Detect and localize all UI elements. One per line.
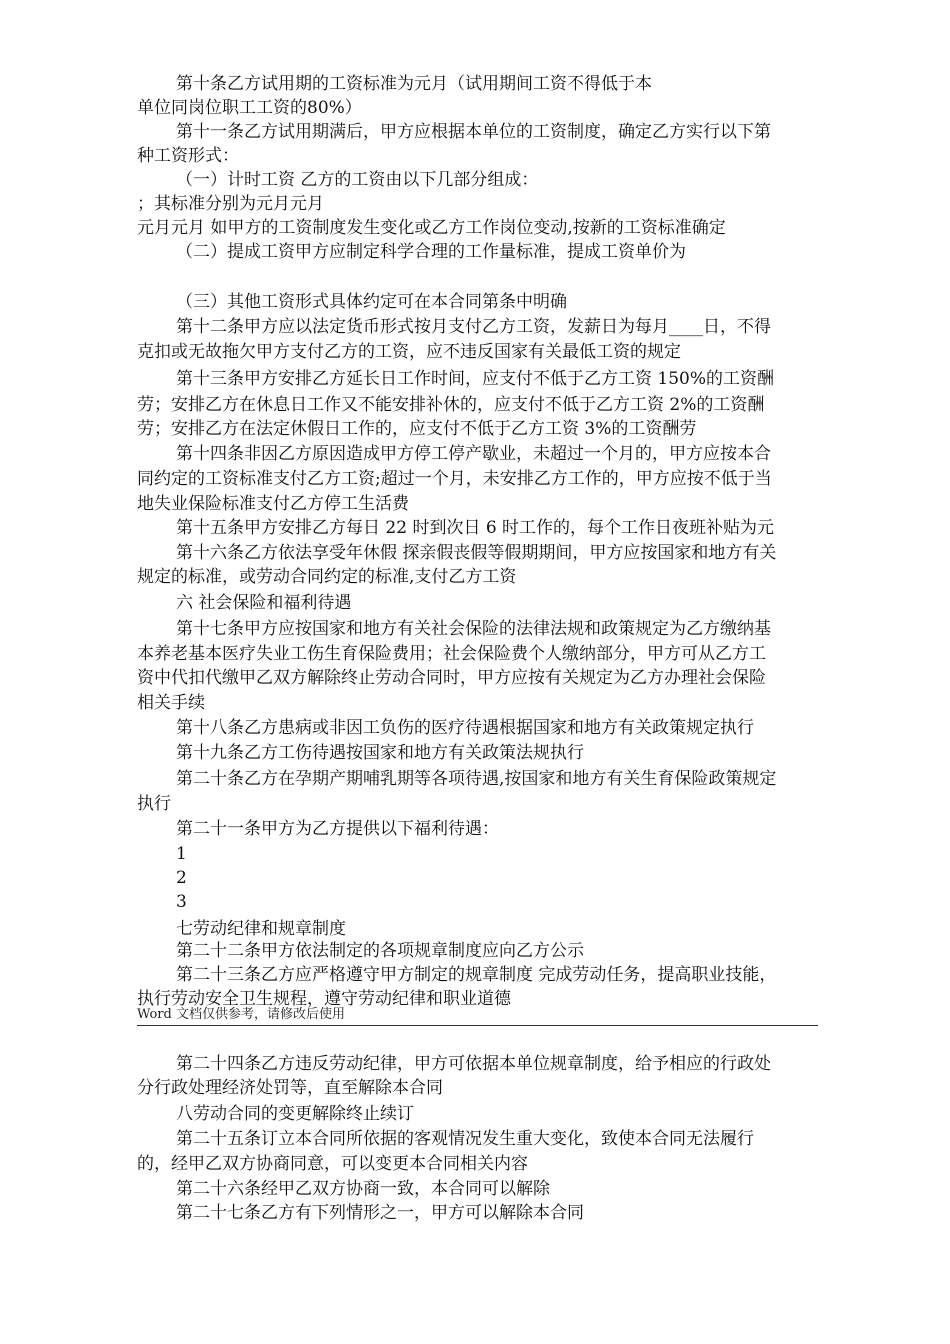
paragraph-line: 劳；安排乙方在休息日工作又不能安排补休的，应支付不低于乙方工资 2%的工资酬 bbox=[137, 395, 765, 415]
paragraph-line: 第十五条甲方安排乙方每日 22 时到次日 6 时工作的，每个工作日夜班补贴为元 bbox=[176, 518, 775, 538]
paragraph-line: 第二十条乙方在孕期产期哺乳期等各项待遇,按国家和地方有关生育保险政策规定 bbox=[176, 769, 777, 789]
paragraph-line: 第十六条乙方依法享受年休假 探亲假丧假等假期期间，甲方应按国家和地方有关 bbox=[176, 543, 777, 563]
paragraph-line: （三）其他工资形式具体约定可在本合同第条中明确 bbox=[176, 292, 567, 312]
paragraph-line: 第十七条甲方应按国家和地方有关社会保险的法律法规和政策规定为乙方缴纳基 bbox=[176, 619, 771, 639]
section-heading: 六 社会保险和福利待遇 bbox=[176, 593, 352, 613]
paragraph-line: 执行 bbox=[137, 794, 171, 814]
paragraph-line: 第十四条非因乙方原因造成甲方停工停产歇业，未超过一个月的，甲方应按本合 bbox=[176, 444, 771, 464]
paragraph-line: 资中代扣代缴甲乙双方解除终止劳动合同时，甲方应按有关规定为乙方办理社会保险 bbox=[137, 668, 766, 688]
paragraph-line: 第二十二条甲方依法制定的各项规章制度应向乙方公示 bbox=[176, 941, 584, 961]
paragraph-line: 第十一条乙方试用期满后，甲方应根据本单位的工资制度，确定乙方实行以下第 bbox=[176, 122, 771, 142]
paragraph-line: 克扣或无故拖欠甲方支付乙方的工资，应不违反国家有关最低工资的规定 bbox=[137, 342, 681, 362]
paragraph-line: 第十二条甲方应以法定货币形式按月支付乙方工资，发薪日为每月____日，不得 bbox=[176, 317, 771, 337]
paragraph-line: 第二十五条订立本合同所依据的客观情况发生重大变化，致使本合同无法履行 bbox=[176, 1129, 754, 1149]
paragraph-line: 执行劳动安全卫生规程，遵守劳动纪律和职业道德 bbox=[137, 989, 511, 1009]
list-item: 3 bbox=[176, 892, 187, 912]
section-heading: 八劳动合同的变更解除终止续订 bbox=[176, 1104, 414, 1124]
section-heading: 七劳动纪律和规章制度 bbox=[176, 919, 346, 939]
paragraph-line: 第二十六条经甲乙双方协商一致，本合同可以解除 bbox=[176, 1179, 550, 1199]
paragraph-line: 规定的标准，或劳动合同约定的标准,支付乙方工资 bbox=[137, 567, 517, 587]
paragraph-line: 第二十四条乙方违反劳动纪律，甲方可依据本单位规章制度，给予相应的行政处 bbox=[176, 1054, 771, 1074]
paragraph-line: 劳；安排乙方在法定休假日工作的，应支付不低于乙方工资 3%的工资酬劳 bbox=[137, 419, 697, 439]
paragraph-line: 第十九条乙方工伤待遇按国家和地方有关政策法规执行 bbox=[176, 743, 584, 763]
page-footer-note: Word 文档仅供参考，请修改后使用 bbox=[137, 1007, 345, 1022]
page-divider bbox=[137, 1025, 818, 1026]
paragraph-line: （一）计时工资 乙方的工资由以下几部分组成： bbox=[176, 170, 539, 190]
paragraph-line: 第十三条甲方安排乙方延长日工作时间，应支付不低于乙方工资 150%的工资酬 bbox=[176, 369, 775, 389]
paragraph-line: ；其标准分别为元月元月 bbox=[137, 194, 324, 214]
paragraph-line: 第二十三条乙方应严格遵守甲方制定的规章制度 完成劳动任务，提高职业技能， bbox=[176, 965, 777, 985]
paragraph-line: 第十条乙方试用期的工资标准为元月（试用期间工资不得低于本 bbox=[176, 74, 652, 94]
list-item: 2 bbox=[176, 868, 187, 888]
paragraph-line: 第十八条乙方患病或非因工负伤的医疗待遇根据国家和地方有关政策规定执行 bbox=[176, 718, 754, 738]
paragraph-line: （二）提成工资甲方应制定科学合理的工作量标准，提成工资单价为 bbox=[176, 242, 686, 262]
paragraph-line: 同约定的工资标准支付乙方工资;超过一个月，未安排乙方工作的，甲方应按不低于当 bbox=[137, 469, 772, 489]
paragraph-line: 分行政处理经济处罚等，直至解除本合同 bbox=[137, 1078, 443, 1098]
paragraph-line: 地失业保险标准支付乙方停工生活费 bbox=[137, 494, 409, 514]
paragraph-line: 元月元月 如甲方的工资制度发生变化或乙方工作岗位变动,按新的工资标准确定 bbox=[137, 218, 726, 238]
paragraph-line: 第二十七条乙方有下列情形之一，甲方可以解除本合同 bbox=[176, 1203, 584, 1223]
paragraph-line: 第二十一条甲方为乙方提供以下福利待遇： bbox=[176, 819, 499, 839]
paragraph-line: 的，经甲乙双方协商同意，可以变更本合同相关内容 bbox=[137, 1154, 528, 1174]
paragraph-line: 相关手续 bbox=[137, 693, 205, 713]
paragraph-line: 种工资形式： bbox=[137, 146, 239, 166]
paragraph-line: 单位同岗位职工工资的80%） bbox=[137, 98, 362, 118]
paragraph-line: 本养老基本医疗失业工伤生育保险费用；社会保险费个人缴纳部分，甲方可从乙方工 bbox=[137, 644, 766, 664]
list-item: 1 bbox=[176, 844, 187, 864]
